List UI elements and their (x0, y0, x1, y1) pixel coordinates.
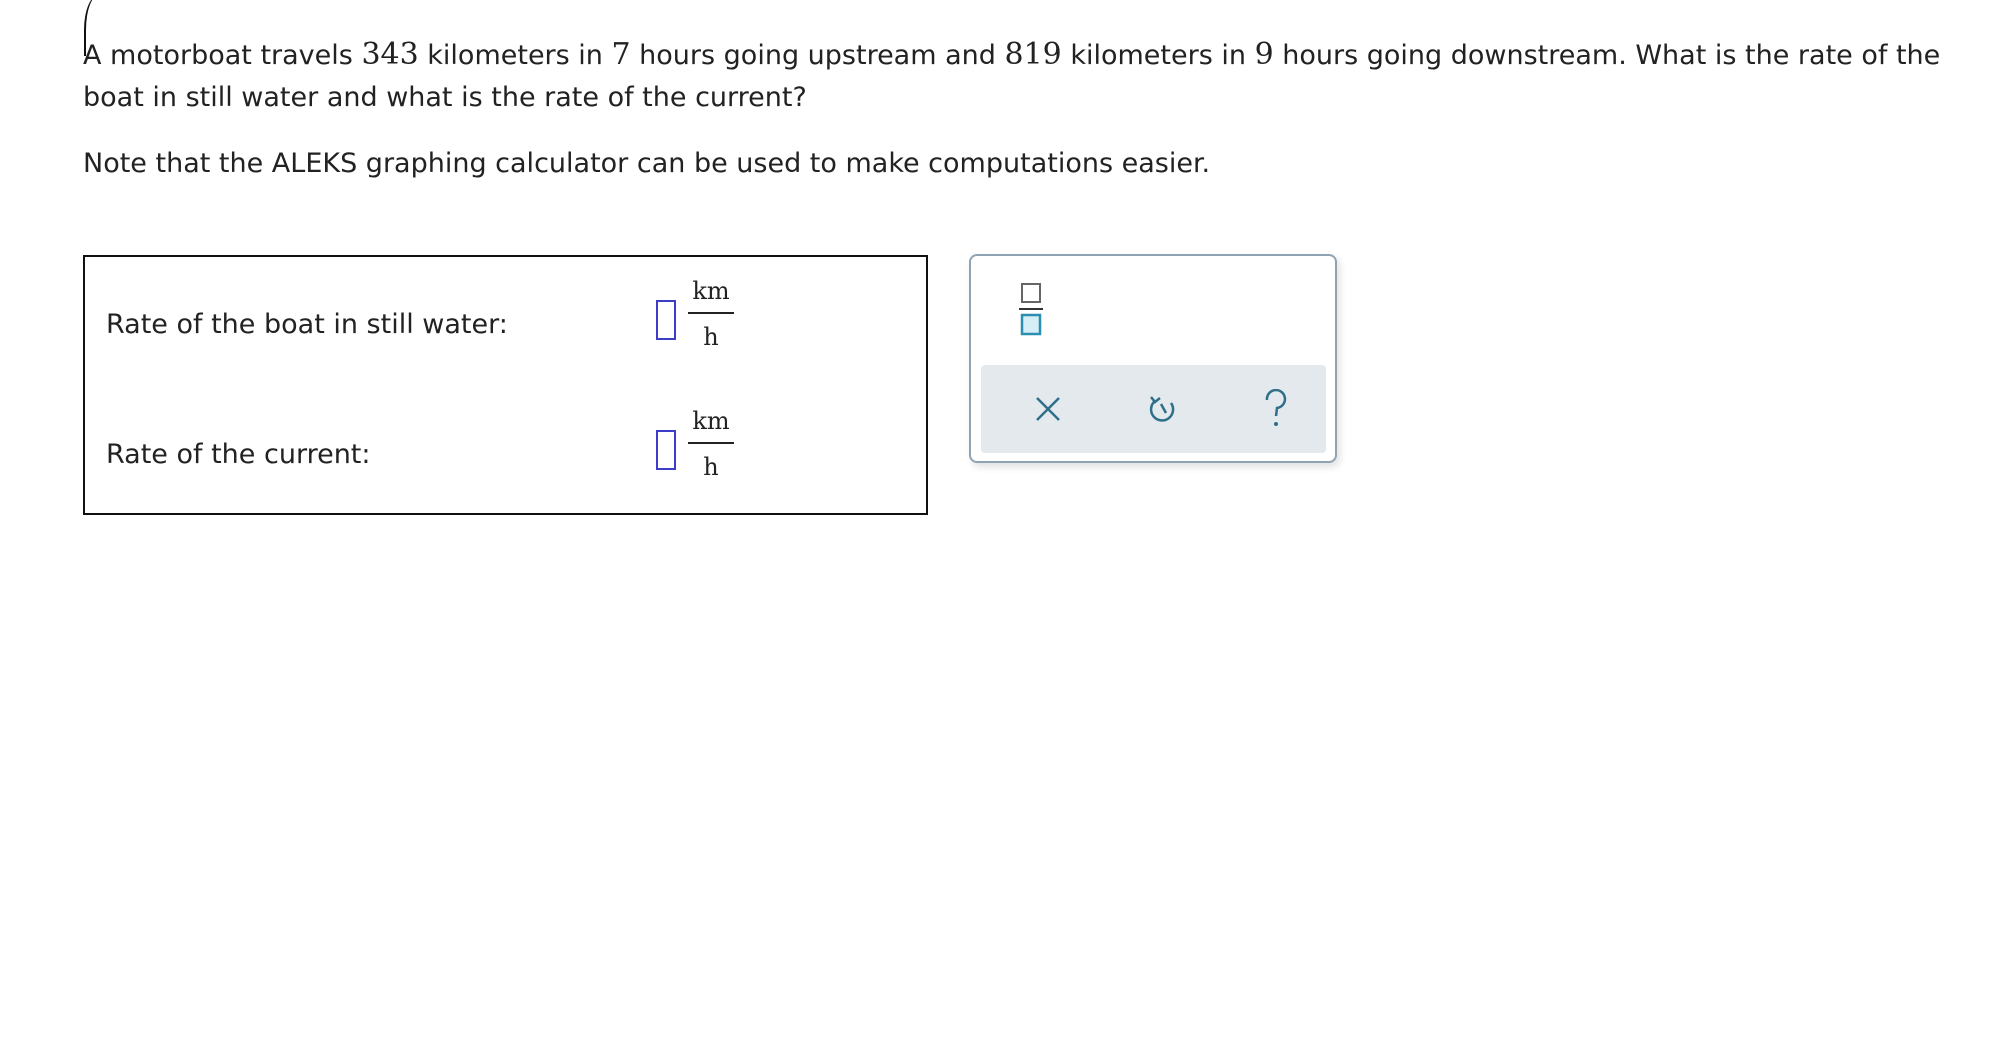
unit-numerator: km (692, 277, 730, 305)
toolbox-action-bar (981, 365, 1326, 453)
fraction-bar (688, 312, 734, 314)
unit-denominator: h (703, 323, 719, 351)
time-upstream: 7 (611, 37, 631, 72)
distance-downstream: 819 (1004, 37, 1062, 72)
clear-x-icon (1033, 394, 1063, 424)
problem-statement (83, 34, 1973, 119)
problem-text-3: hours going upstream and (630, 40, 1005, 71)
calculator-note: Note that the ALEKS graphing calculator can be used to make computations easier. (83, 148, 1211, 179)
fraction-icon[interactable] (1019, 282, 1045, 338)
undo-icon (1146, 393, 1178, 425)
help-button[interactable] (1250, 383, 1302, 435)
undo-button[interactable] (1136, 383, 1188, 435)
answer-box (83, 255, 928, 515)
problem-text-4: kilometers in (1061, 40, 1255, 71)
boat-rate-input[interactable] (656, 300, 676, 340)
help-question-icon (1261, 389, 1291, 429)
boat-rate-unit (688, 274, 734, 352)
problem-text-2: kilometers in (418, 40, 612, 71)
problem-text-1: A motorboat travels (83, 40, 362, 71)
clear-button[interactable] (1022, 383, 1074, 435)
fraction-bar (688, 442, 734, 444)
answer-row-boat-rate (85, 257, 926, 387)
unit-numerator: km (692, 407, 730, 435)
unit-denominator: h (703, 453, 719, 481)
time-downstream: 9 (1254, 37, 1274, 72)
answer-row-current-rate (85, 387, 926, 517)
current-rate-input[interactable] (656, 430, 676, 470)
problem-text-5: hours going downstream. What is the rate of the boat in still water and what is the rate of the current? (83, 40, 1941, 113)
boat-rate-label: Rate of the boat in still water: (106, 309, 508, 340)
current-rate-label: Rate of the current: (106, 439, 371, 470)
math-toolbox (969, 254, 1337, 463)
current-rate-unit (688, 404, 734, 482)
distance-upstream: 343 (361, 37, 419, 72)
